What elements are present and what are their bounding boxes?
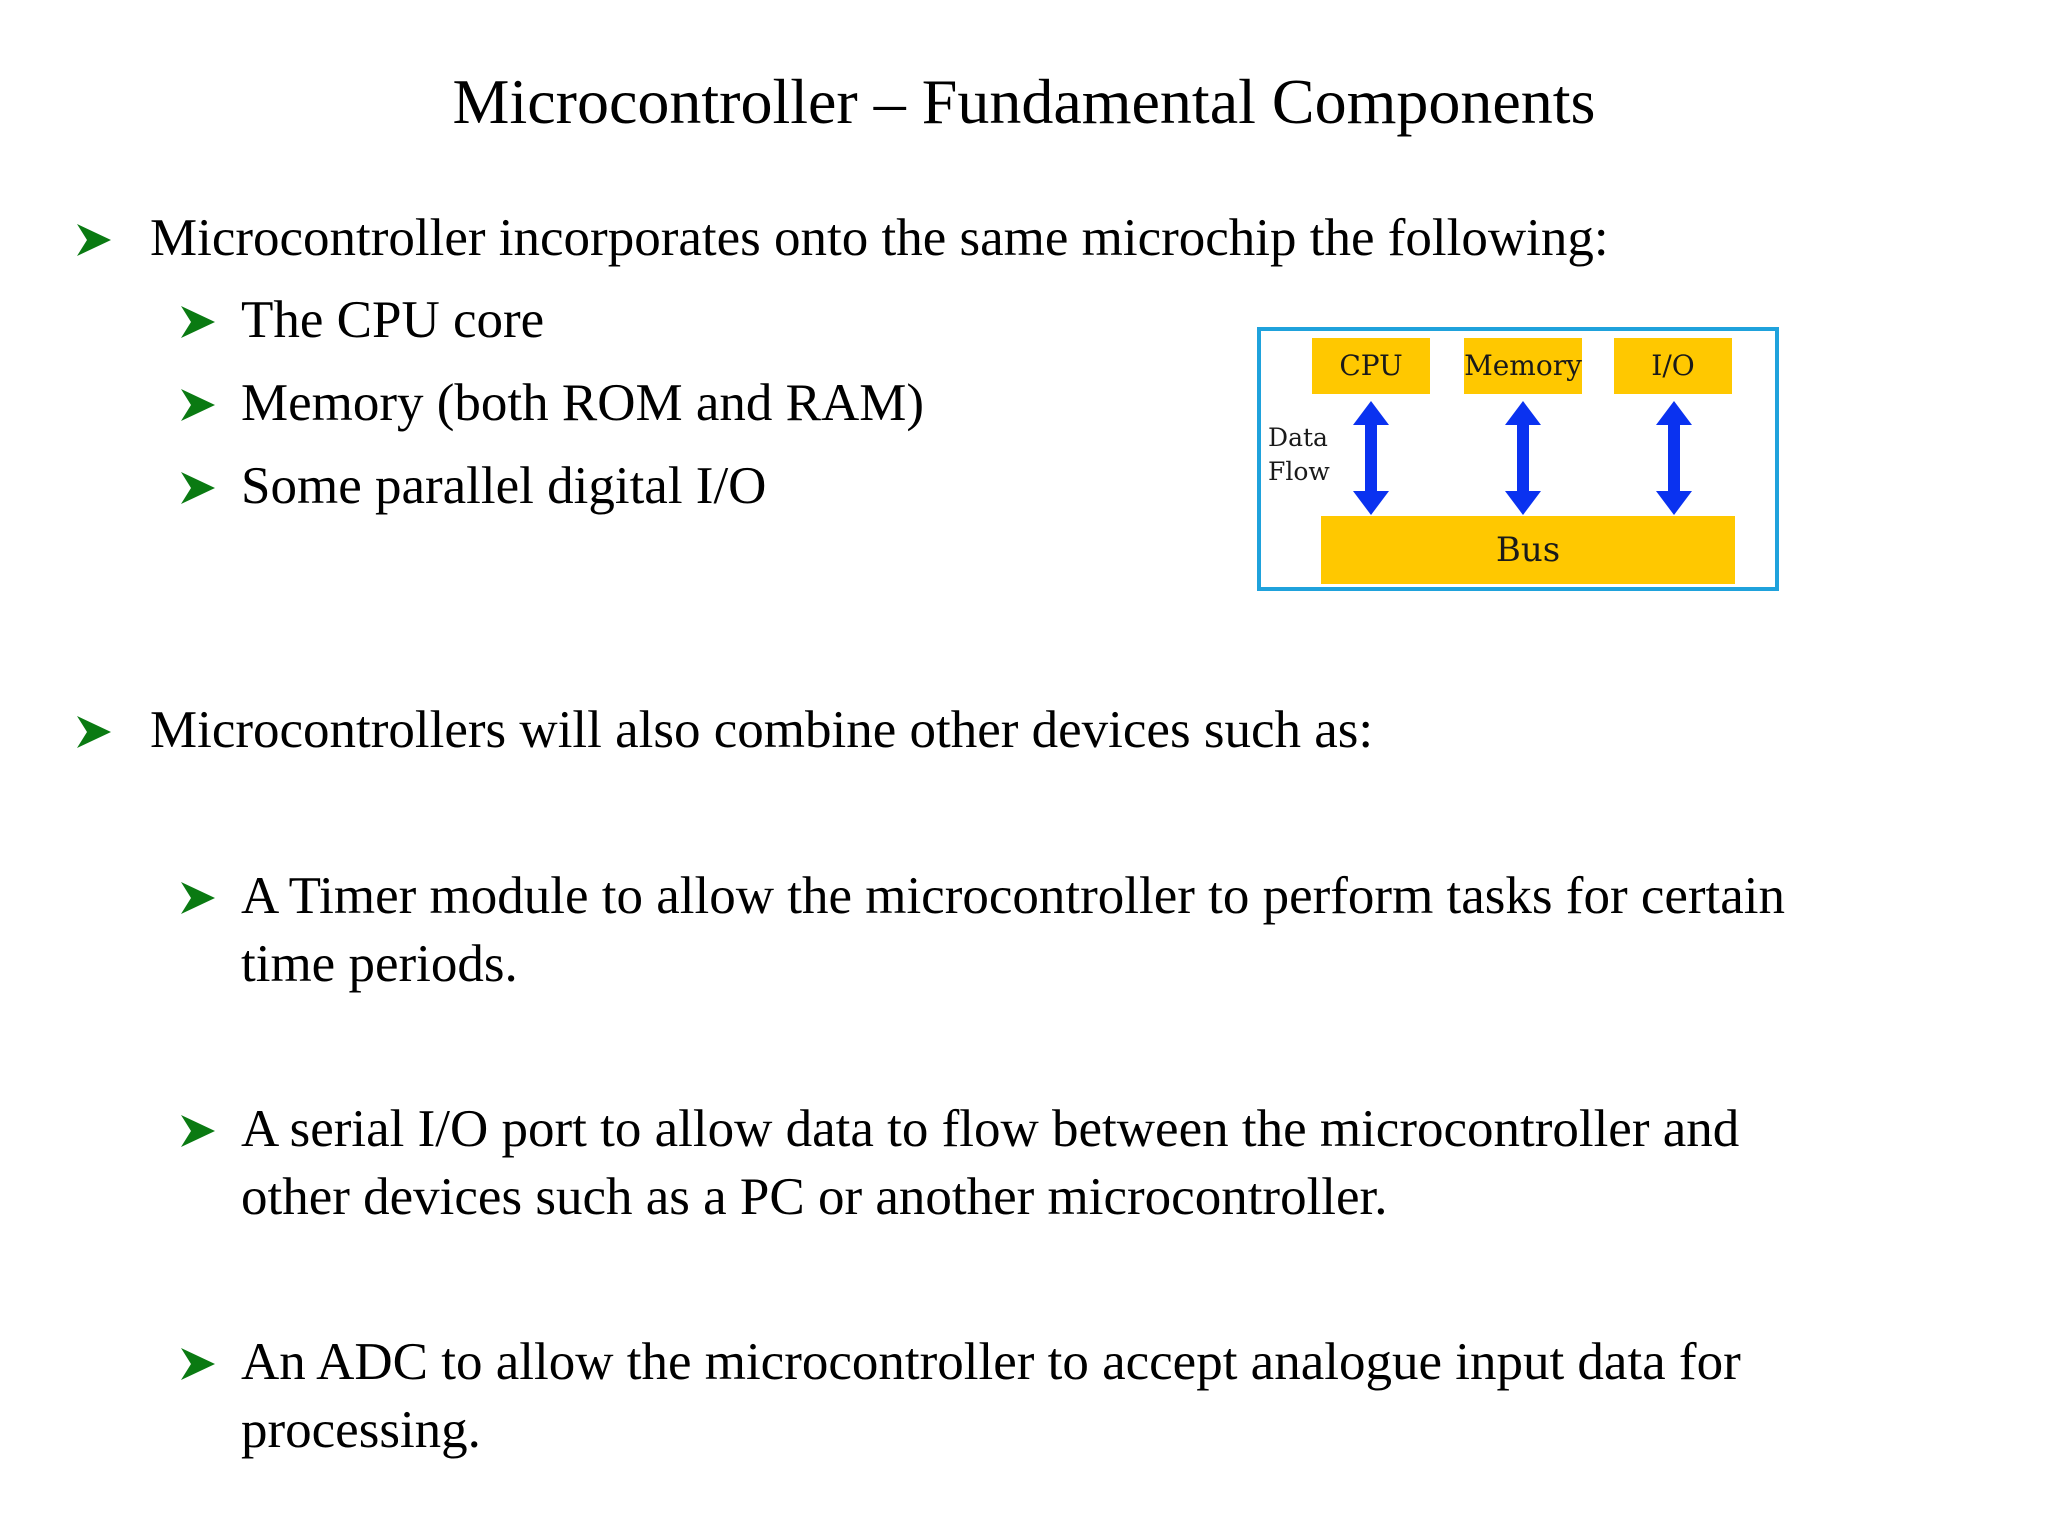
bullet-arrow-icon bbox=[179, 302, 217, 342]
memory-block: Memory bbox=[1464, 338, 1582, 394]
list-item-text: Memory (both ROM and RAM) bbox=[241, 374, 925, 432]
list-item-text-line: other devices such as a PC or another microcontroller. bbox=[241, 1168, 1388, 1226]
bus-block: Bus bbox=[1321, 516, 1735, 584]
bullet-arrow-icon bbox=[75, 712, 113, 752]
section2-heading-text: Microcontrollers will also combine other devices such as: bbox=[150, 701, 1374, 759]
bullet-arrow-icon bbox=[75, 220, 113, 260]
bullet-arrow-icon bbox=[179, 878, 217, 918]
data-flow-label-line: Data bbox=[1268, 423, 1328, 452]
bullet-arrow-icon bbox=[179, 1111, 217, 1151]
bullet-arrow-icon bbox=[179, 468, 217, 508]
list-item-text-line: processing. bbox=[241, 1401, 481, 1459]
list-item-text: The CPU core bbox=[241, 291, 545, 349]
double-arrow-icon bbox=[1656, 401, 1692, 515]
bullet-arrow-icon bbox=[179, 1344, 217, 1384]
list-item-text-line: An ADC to allow the microcontroller to accept analogue input data for bbox=[241, 1333, 1741, 1391]
data-flow-label-line: Flow bbox=[1268, 457, 1330, 486]
cpu-block: CPU bbox=[1312, 338, 1430, 394]
section1-heading-text: Microcontroller incorporates onto the same microchip the following: bbox=[150, 209, 1609, 267]
io-block: I/O bbox=[1614, 338, 1732, 394]
bullet-arrow-icon bbox=[179, 385, 217, 425]
slide-title: Microcontroller – Fundamental Components bbox=[452, 66, 1596, 137]
double-arrow-icon bbox=[1505, 401, 1541, 515]
list-item-text-line: time periods. bbox=[241, 935, 518, 993]
list-item-text-line: A Timer module to allow the microcontroller to perform tasks for certain bbox=[241, 867, 1786, 925]
double-arrow-icon bbox=[1353, 401, 1389, 515]
bus-architecture-diagram bbox=[1257, 327, 1779, 591]
list-item-text-line: A serial I/O port to allow data to flow between the microcontroller and bbox=[241, 1100, 1740, 1158]
list-item-text: Some parallel digital I/O bbox=[241, 457, 767, 515]
